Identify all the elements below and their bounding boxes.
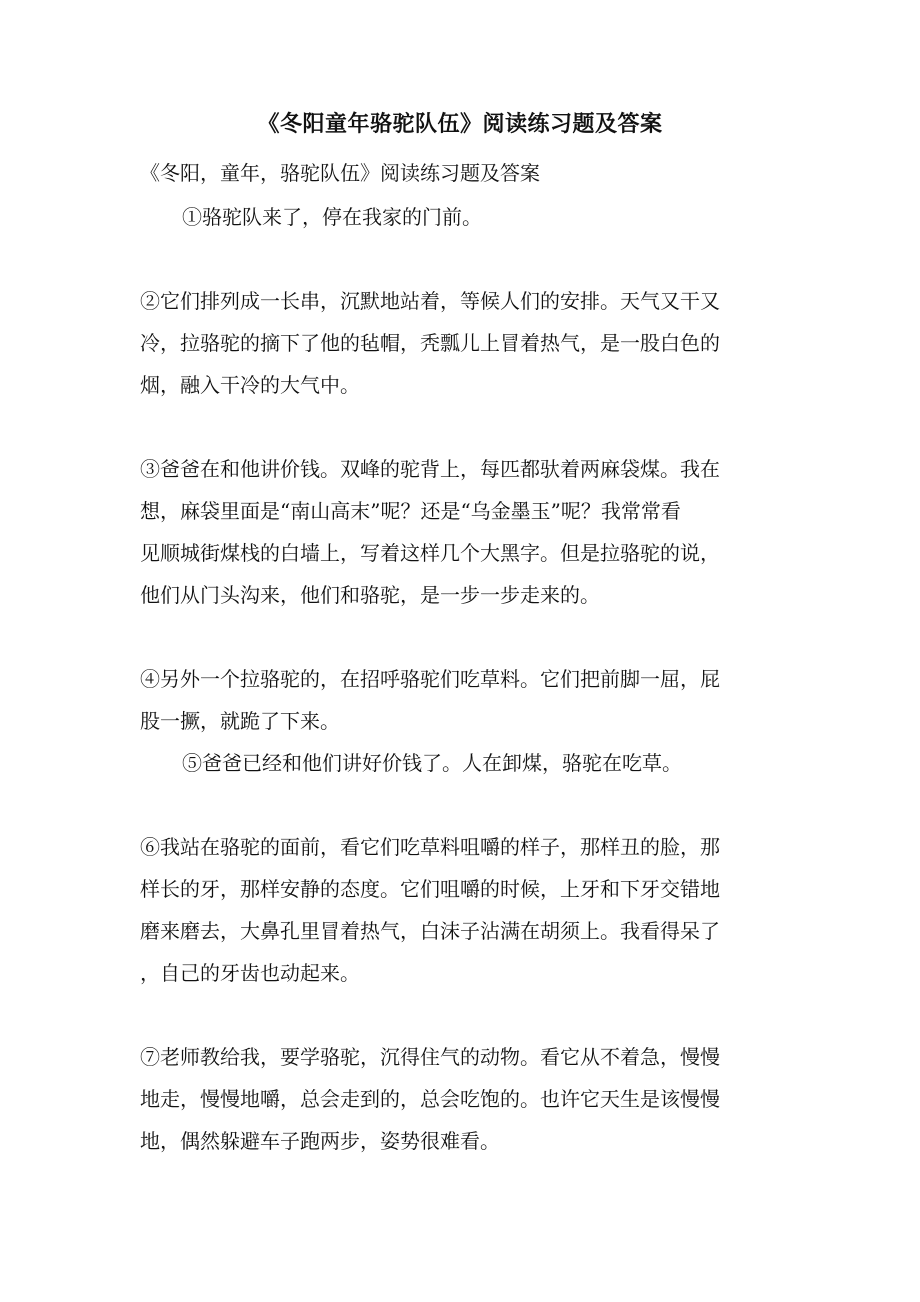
- paragraph-line: 样长的牙，那样安静的态度。它们咀嚼的时候，上牙和下牙交错地: [140, 877, 720, 901]
- paragraph-line: 烟，融入干冷的大气中。: [140, 373, 360, 397]
- paragraph-line: ④另外一个拉骆驼的，在招呼骆驼们吃草料。它们把前脚一屈，屁: [140, 667, 720, 691]
- paragraph-line: 想，麻袋里面是“南山高末”呢？还是“乌金墨玉”呢？我常常看: [140, 499, 681, 523]
- paragraph-1: [140, 196, 822, 238]
- paragraph-2: [140, 280, 780, 406]
- paragraph-4: [140, 658, 780, 742]
- paragraph-line: 地，偶然躲避车子跑两步，姿势很难看。: [140, 1129, 500, 1153]
- paragraph-line: ①骆驼队来了，停在我家的门前。: [182, 205, 482, 229]
- paragraph-6: [140, 826, 780, 994]
- paragraph-line: ③爸爸在和他讲价钱。双峰的驼背上，每匹都驮着两麻袋煤。我在: [140, 457, 720, 481]
- paragraph-line: ②它们排列成一长串，沉默地站着，等候人们的安排。天气又干又: [140, 289, 720, 313]
- document-subtitle: 《冬阳，童年，骆驼队伍》阅读练习题及答案: [140, 161, 540, 185]
- paragraph-3: [140, 448, 780, 616]
- paragraph-7: [140, 1036, 780, 1162]
- paragraph-line: ⑥我站在骆驼的面前，看它们吃草料咀嚼的样子，那样丑的脸，那: [140, 835, 720, 859]
- paragraph-line: 冷，拉骆驼的摘下了他的毡帽，秃瓢儿上冒着热气，是一股白色的: [140, 331, 720, 355]
- paragraph-line: ，自己的牙齿也动起来。: [140, 961, 360, 985]
- paragraph-line: 见顺城街煤栈的白墙上，写着这样几个大黑字。但是拉骆驼的说，: [140, 541, 720, 565]
- paragraph-line: 地走，慢慢地嚼，总会走到的，总会吃饱的。也许它天生是该慢慢: [140, 1087, 720, 1111]
- document-title: 《冬阳童年骆驼队伍》阅读练习题及答案: [257, 111, 663, 137]
- paragraph-line: 他们从门头沟来，他们和骆驼，是一步一步走来的。: [140, 583, 600, 607]
- paragraph-line: ⑤爸爸已经和他们讲好价钱了。人在卸煤，骆驼在吃草。: [182, 751, 682, 775]
- paragraph-line: 股一撅，就跪了下来。: [140, 709, 340, 733]
- paragraph-line: ⑦老师教给我，要学骆驼，沉得住气的动物。看它从不着急，慢慢: [140, 1045, 720, 1069]
- paragraph-5: [140, 742, 822, 784]
- paragraph-line: 磨来磨去，大鼻孔里冒着热气，白沫子沾满在胡须上。我看得呆了: [140, 919, 720, 943]
